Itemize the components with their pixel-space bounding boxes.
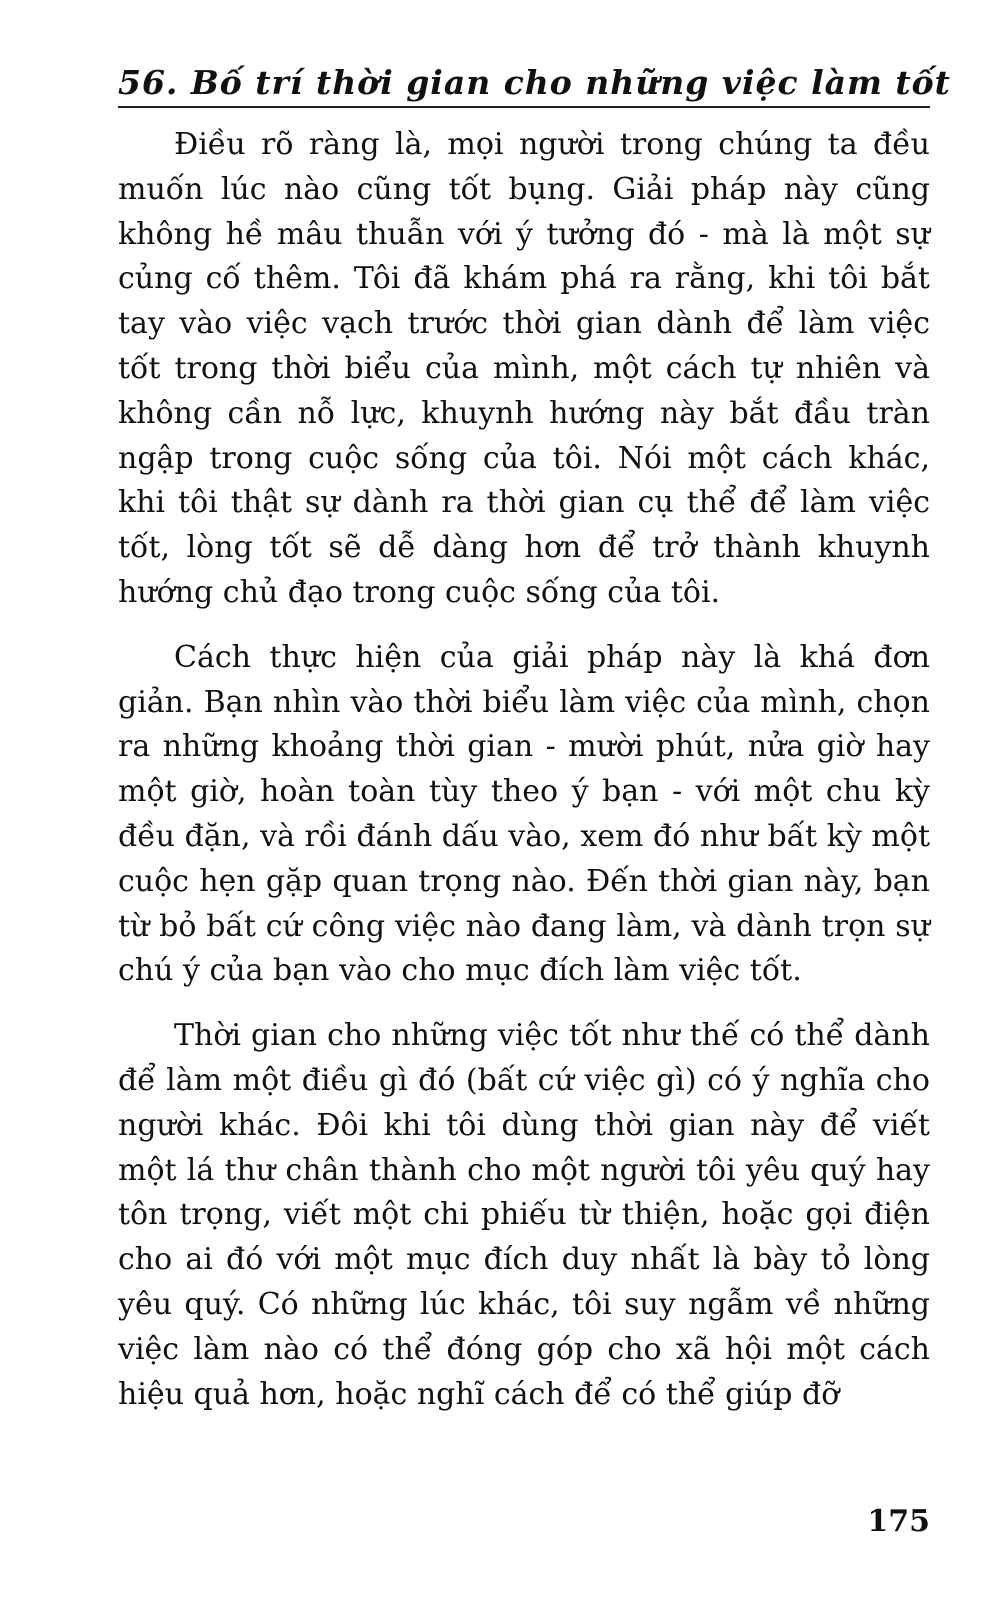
body-text (118, 123, 930, 1437)
chapter-title: 56. Bố trí thời gian cho những việc làm tốt (118, 63, 951, 102)
page-number: 175 (867, 1504, 930, 1539)
paragraph-2: Cách thực hiện của giải pháp này là khá đơn giản. Bạn nhìn vào thời biểu làm việc của mình, chọn ra những khoảng thời gian - mười phút, nửa giờ hay một giờ, hoàn toàn tùy theo ý bạn - với một chu kỳ đều đặn, và rồi đánh dấu vào, xem đó như bất kỳ một cuộc hẹn gặp quan trọng nào. Đến thời gian này, bạn từ bỏ bất cứ công việc nào đang làm, và dành trọn sự chú ý của bạn vào cho mục đích làm việc tốt. (118, 639, 930, 989)
paragraph-1: Điều rõ ràng là, mọi người trong chúng ta đều muốn lúc nào cũng tốt bụng. Giải pháp này cũng không hề mâu thuẫn với ý tưởng đó - mà là một sự củng cố thêm. Tôi đã khám phá ra rằng, khi tôi bắt tay vào việc vạch trước thời gian dành để làm việc tốt trong thời biểu của mình, một cách tự nhiên và không cần nỗ lực, khuynh hướng này bắt đầu tràn ngập trong cuộc sống của tôi. Nói một cách khác, khi tôi thật sự dành ra thời gian cụ thể để làm việc tốt, lòng tốt sẽ dễ dàng hơn để trở thành khuynh hướng chủ đạo trong cuộc sống của tôi. (118, 127, 930, 610)
paragraph-3: Thời gian cho những việc tốt như thế có thể dành để làm một điều gì đó (bất cứ việc gì) có ý nghĩa cho người khác. Đôi khi tôi dùng thời gian này để viết một lá thư chân thành cho một người tôi yêu quý hay tôn trọng, viết một chi phiếu từ thiện, hoặc gọi điện cho ai đó với một mục đích duy nhất là bày tỏ lòng yêu quý. Có những lúc khác, tôi suy ngẫm về những việc làm nào có thể đóng góp cho xã hội một cách hiệu quả hơn, hoặc nghĩ cách để có thể giúp đỡ (118, 1018, 930, 1412)
running-header (118, 52, 951, 108)
